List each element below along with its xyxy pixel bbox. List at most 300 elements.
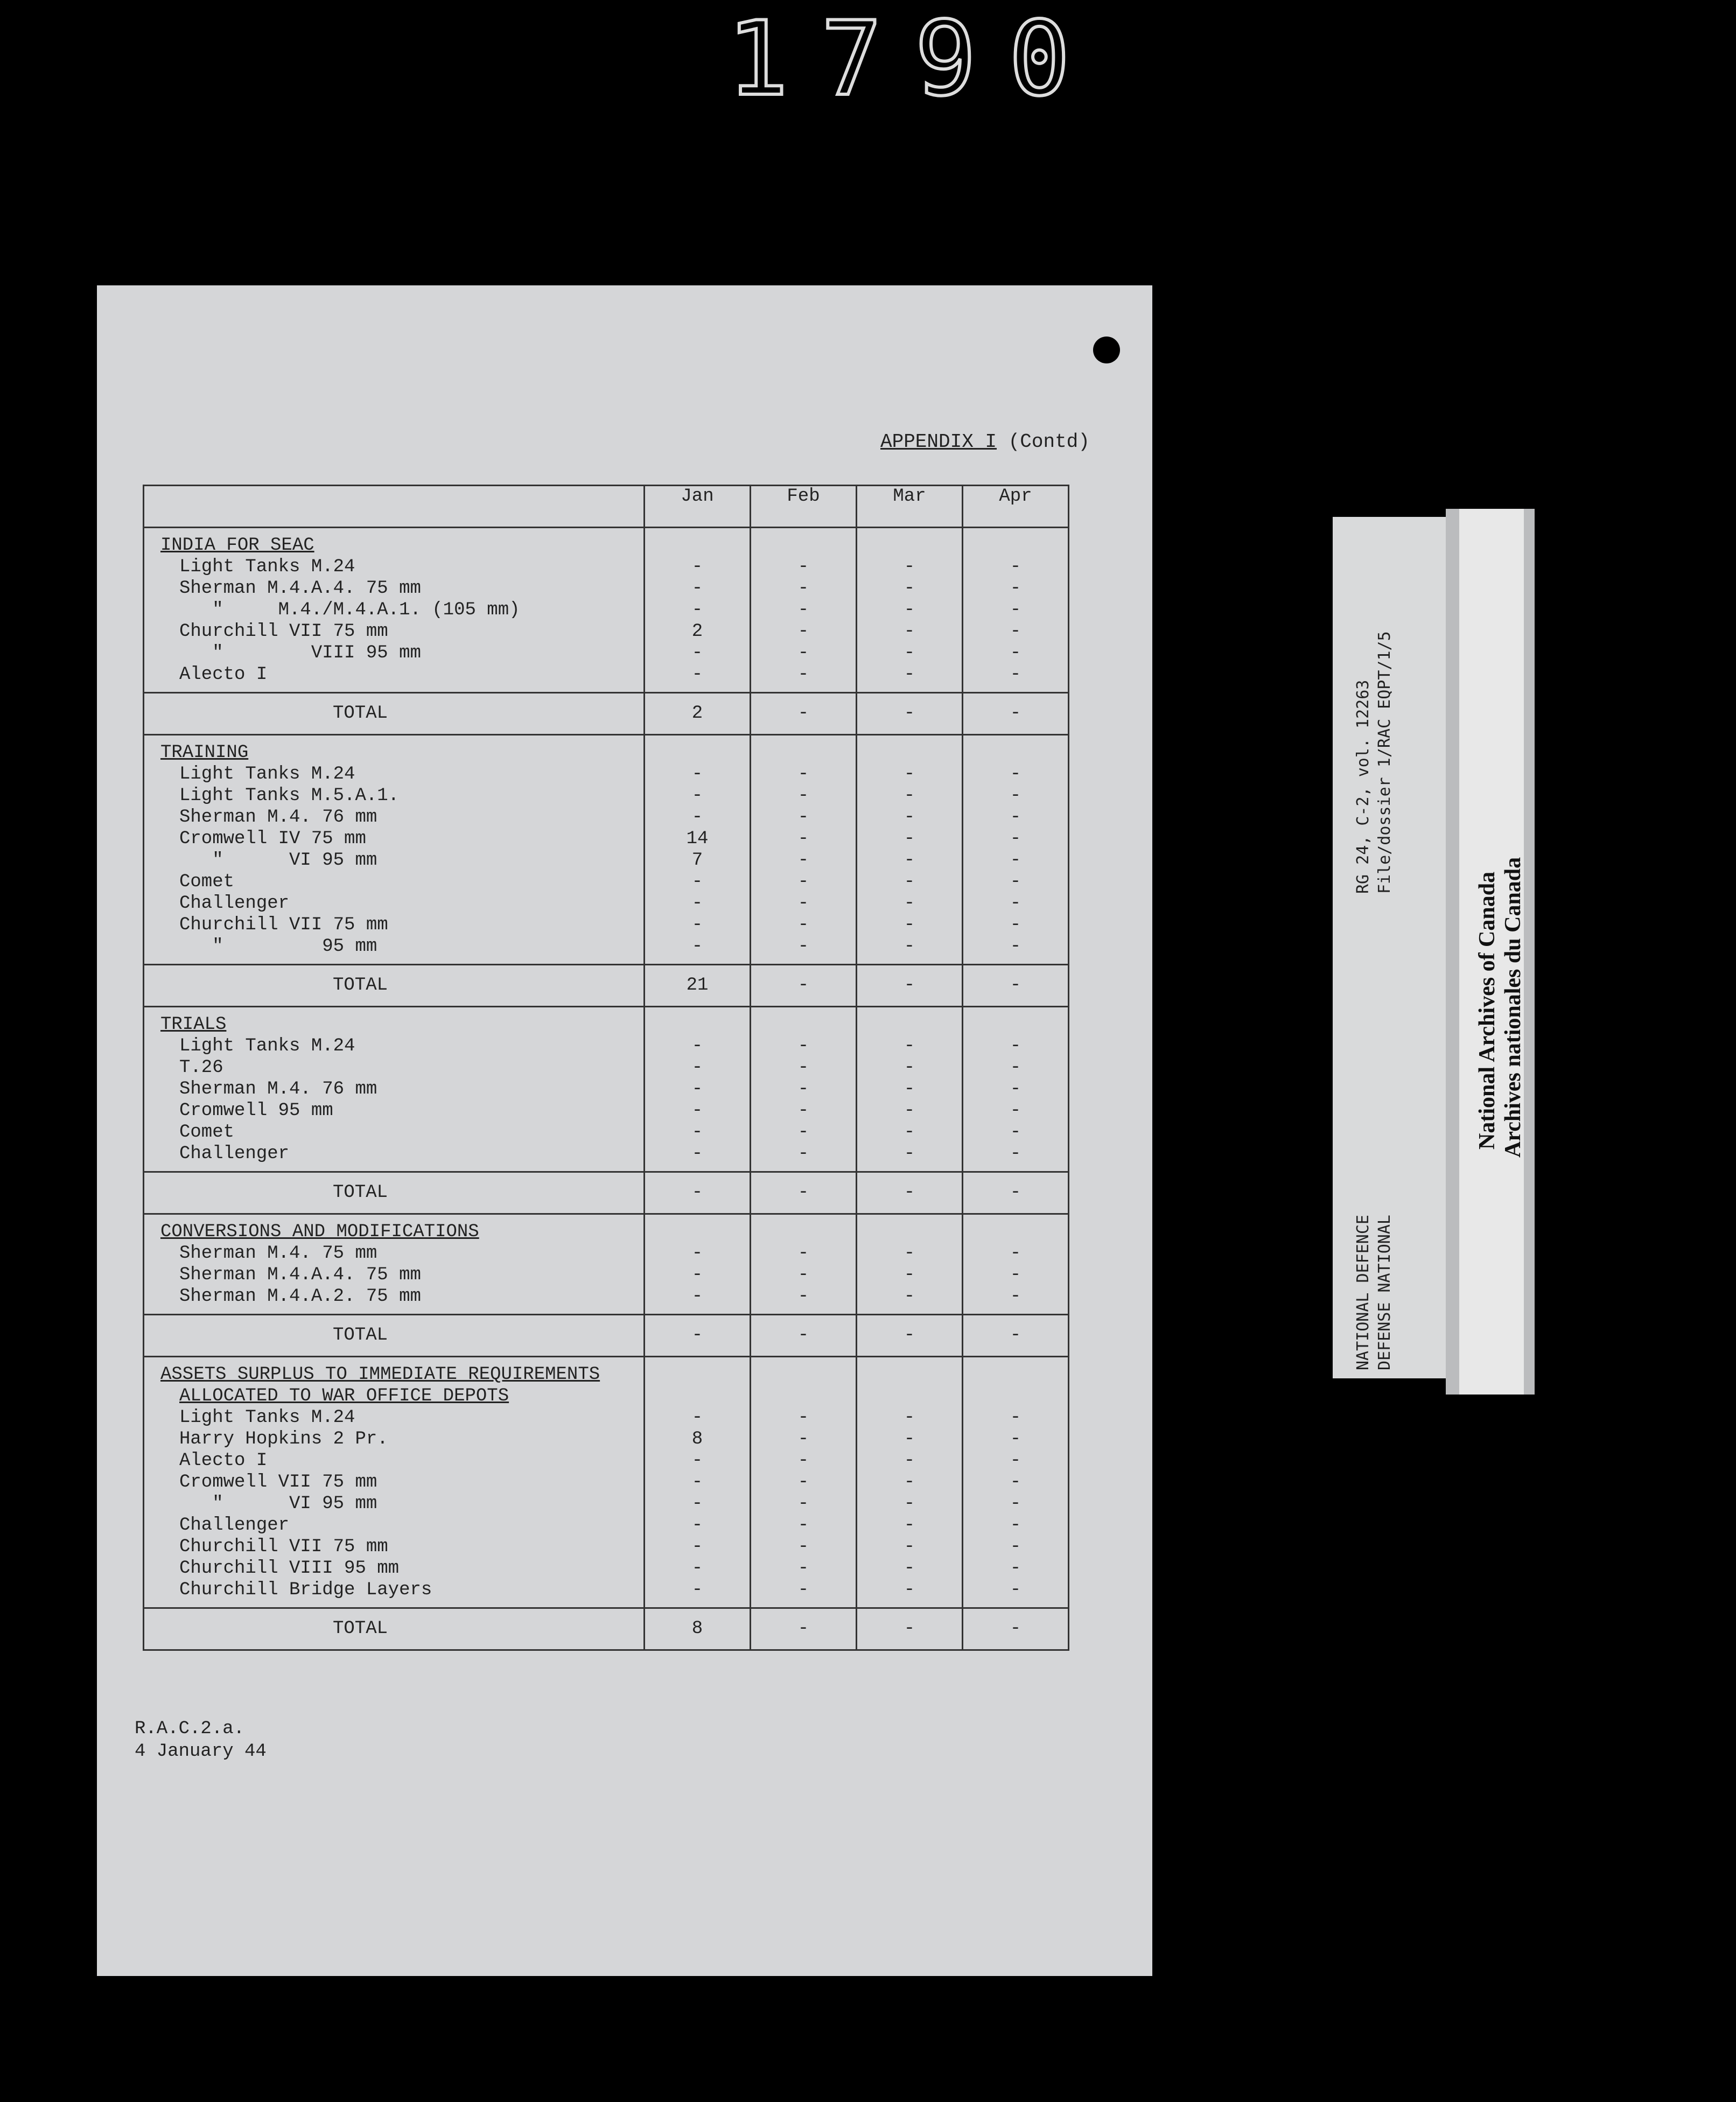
section-labels <box>144 1214 645 1315</box>
cell-value: - <box>797 829 809 849</box>
cell-value: - <box>904 850 915 871</box>
cell-value: - <box>1010 1057 1021 1078</box>
cell-value: - <box>797 1407 809 1428</box>
item-name: Churchill VII 75 mm <box>179 621 388 642</box>
cell-value: - <box>904 1537 915 1557</box>
spacer <box>751 1007 856 1014</box>
month-values-apr <box>963 1007 1069 1172</box>
month-values-feb <box>751 1357 857 1608</box>
total-value: - <box>857 693 963 735</box>
cell-value: - <box>797 1451 809 1471</box>
cell-value: 2 <box>691 621 703 642</box>
item-name: Alecto I <box>179 1451 268 1471</box>
archives-stamp-line1: National Archives of Canada <box>1475 871 1500 1150</box>
footer-ref: R.A.C.2.a. <box>135 1719 245 1739</box>
archive-ref-line1: RG 24, C-2, vol. 12263 <box>1354 679 1373 894</box>
cell-value: - <box>797 1057 809 1078</box>
item-name: Churchill VIII 95 mm <box>179 1558 400 1579</box>
cell-value: - <box>691 557 703 577</box>
spacer <box>645 735 750 742</box>
item-name: Sherman M.4.A.4. 75 mm <box>179 578 421 599</box>
header-blank <box>144 486 645 528</box>
item-name: Sherman M.4. 76 mm <box>179 1079 377 1099</box>
spacer <box>857 1007 962 1014</box>
section-heading: TRAINING <box>160 742 249 763</box>
spacer <box>751 535 856 556</box>
cell-value: - <box>904 1472 915 1493</box>
item-name: Sherman M.4.A.4. 75 mm <box>179 1265 421 1285</box>
spacer <box>963 1364 1068 1385</box>
section-subheading: ALLOCATED TO WAR OFFICE DEPOTS <box>179 1386 509 1406</box>
item-name: Sherman M.4.A.2. 75 mm <box>179 1286 421 1307</box>
cell-value: - <box>797 915 809 935</box>
archive-ref-line2: File/dossier 1/RAC EQPT/1/5 <box>1375 631 1394 894</box>
cell-value: - <box>1010 1515 1021 1536</box>
spacer <box>751 1221 856 1243</box>
spacer <box>963 1221 1068 1243</box>
month-values-feb <box>751 1007 857 1172</box>
col-header-apr: Apr <box>963 486 1069 528</box>
spacer <box>144 1601 643 1607</box>
allocation-table <box>143 485 1069 1651</box>
item-name: Comet <box>179 872 235 892</box>
spacer <box>857 1014 962 1035</box>
cell-value: - <box>1010 1407 1021 1428</box>
item-name: Light Tanks M.24 <box>179 1407 355 1428</box>
cell-value: - <box>691 578 703 599</box>
cell-value: - <box>797 600 809 620</box>
spacer <box>645 1357 750 1364</box>
month-values-jan <box>645 735 751 965</box>
total-value: - <box>751 693 857 735</box>
cell-value: - <box>797 1580 809 1600</box>
spacer <box>963 535 1068 556</box>
appendix-label: APPENDIX I <box>880 431 997 453</box>
archive-ref-line3: NATIONAL DEFENCE <box>1354 1215 1373 1370</box>
archives-stamp <box>1446 509 1535 1395</box>
spacer <box>144 1215 643 1221</box>
total-value: 2 <box>645 693 751 735</box>
item-name: " VIII 95 mm <box>179 643 421 663</box>
spacer <box>144 1165 643 1171</box>
spacer <box>645 1215 750 1221</box>
item-name: Cromwell 95 mm <box>179 1101 333 1121</box>
total-value: - <box>751 1608 857 1650</box>
spacer <box>144 528 643 535</box>
total-value: - <box>963 693 1069 735</box>
item-name: Light Tanks M.24 <box>179 557 355 577</box>
spacer <box>963 1014 1068 1035</box>
total-value: - <box>857 1315 963 1357</box>
item-name: Comet <box>179 1122 235 1143</box>
footer-date: 4 January 44 <box>135 1741 267 1762</box>
spacer <box>857 1385 962 1407</box>
cell-value: - <box>691 643 703 663</box>
spacer <box>144 685 643 692</box>
cell-value: - <box>691 1144 703 1164</box>
cell-value: - <box>1010 1265 1021 1285</box>
month-values-mar <box>857 1357 963 1608</box>
appendix-title <box>880 431 1090 453</box>
archives-stamp-line2: Archives nationales du Canada <box>1501 857 1525 1158</box>
cell-value: - <box>904 764 915 784</box>
cell-value: 8 <box>691 1429 703 1449</box>
cell-value: - <box>691 1101 703 1121</box>
spacer <box>751 1014 856 1035</box>
cell-value: - <box>691 1472 703 1493</box>
item-name: " M.4./M.4.A.1. (105 mm) <box>179 600 520 620</box>
table-header-row <box>144 486 1069 528</box>
frame-number: 1790 <box>727 0 1103 118</box>
cell-value: - <box>1010 893 1021 914</box>
cell-value: - <box>904 578 915 599</box>
total-value: - <box>857 1172 963 1214</box>
cell-value: - <box>904 936 915 957</box>
month-values-jan <box>645 1357 751 1608</box>
cell-value: - <box>691 1122 703 1143</box>
cell-value: - <box>904 893 915 914</box>
cell-value: - <box>904 1451 915 1471</box>
cell-value: - <box>904 786 915 806</box>
section-heading: TRIALS <box>160 1014 227 1035</box>
cell-value: - <box>904 915 915 935</box>
cell-value: - <box>691 1407 703 1428</box>
item-name: Light Tanks M.24 <box>179 1036 355 1056</box>
cell-value: - <box>1010 1122 1021 1143</box>
cell-value: - <box>797 1122 809 1143</box>
item-name: Harry Hopkins 2 Pr. <box>179 1429 388 1449</box>
item-name: Challenger <box>179 1515 290 1536</box>
cell-value: - <box>904 1494 915 1514</box>
spacer <box>963 1385 1068 1407</box>
section-labels <box>144 735 645 965</box>
cell-value: - <box>1010 1286 1021 1307</box>
item-name: Cromwell IV 75 mm <box>179 829 366 849</box>
total-label: TOTAL <box>144 1172 645 1214</box>
cell-value: - <box>1010 1429 1021 1449</box>
cell-value: - <box>691 1057 703 1078</box>
cell-value: - <box>797 893 809 914</box>
spacer <box>857 1221 962 1243</box>
section-labels <box>144 1357 645 1608</box>
cell-value: - <box>797 764 809 784</box>
cell-value: - <box>1010 872 1021 892</box>
cell-value: - <box>797 936 809 957</box>
appendix-suffix: (Contd) <box>1008 431 1090 453</box>
spacer <box>751 528 856 535</box>
cell-value: - <box>1010 1451 1021 1471</box>
spacer <box>751 735 856 742</box>
item-name: Churchill VII 75 mm <box>179 915 388 935</box>
cell-value: - <box>1010 1494 1021 1514</box>
total-row <box>144 1315 1069 1357</box>
month-values-feb <box>751 735 857 965</box>
total-row <box>144 965 1069 1007</box>
item-name: Sherman M.4. 76 mm <box>179 807 377 828</box>
spacer <box>857 1357 962 1364</box>
cell-value: - <box>691 1515 703 1536</box>
cell-value: - <box>1010 578 1021 599</box>
month-values-jan <box>645 1007 751 1172</box>
cell-value: - <box>904 557 915 577</box>
cell-value: - <box>1010 1472 1021 1493</box>
spacer <box>857 1215 962 1221</box>
spacer <box>751 1385 856 1407</box>
spacer <box>751 742 856 763</box>
item-name: " 95 mm <box>179 936 377 957</box>
cell-value: - <box>904 1122 915 1143</box>
spacer <box>645 1364 750 1385</box>
cell-value: - <box>1010 936 1021 957</box>
total-value: - <box>645 1315 751 1357</box>
item-name: Light Tanks M.24 <box>179 764 355 784</box>
item-name: " VI 95 mm <box>179 1494 377 1514</box>
cell-value: - <box>797 1558 809 1579</box>
cell-value: - <box>904 1429 915 1449</box>
cell-value: - <box>904 643 915 663</box>
month-values-feb <box>751 1214 857 1315</box>
cell-value: - <box>691 1494 703 1514</box>
total-value: - <box>857 965 963 1007</box>
cell-value: 14 <box>686 829 709 849</box>
cell-value: - <box>691 936 703 957</box>
spacer <box>645 1221 750 1243</box>
cell-value: - <box>904 1265 915 1285</box>
col-header-mar: Mar <box>857 486 963 528</box>
cell-value: - <box>691 764 703 784</box>
item-name: " VI 95 mm <box>179 850 377 871</box>
footer <box>135 1718 267 1763</box>
section-labels <box>144 1007 645 1172</box>
punch-hole <box>1093 337 1120 363</box>
month-values-mar <box>857 735 963 965</box>
item-name: Alecto I <box>179 664 268 685</box>
cell-value: - <box>797 578 809 599</box>
month-values-apr <box>963 528 1069 693</box>
cell-value: - <box>1010 621 1021 642</box>
cell-value: - <box>797 1036 809 1056</box>
cell-value: - <box>797 557 809 577</box>
cell-value: - <box>1010 915 1021 935</box>
cell-value: - <box>904 621 915 642</box>
cell-value: - <box>691 807 703 828</box>
cell-value: - <box>691 1265 703 1285</box>
cell-value: - <box>797 1101 809 1121</box>
item-name: Churchill VII 75 mm <box>179 1537 388 1557</box>
spacer <box>857 735 962 742</box>
month-values-apr <box>963 1357 1069 1608</box>
cell-value: - <box>797 1144 809 1164</box>
cell-value: - <box>904 1515 915 1536</box>
cell-value: - <box>1010 643 1021 663</box>
cell-value: - <box>1010 1144 1021 1164</box>
cell-value: - <box>691 1580 703 1600</box>
cell-value: - <box>1010 786 1021 806</box>
cell-value: - <box>1010 1243 1021 1264</box>
cell-value: - <box>691 664 703 685</box>
cell-value: - <box>904 1101 915 1121</box>
cell-value: - <box>904 1558 915 1579</box>
cell-value: - <box>797 1472 809 1493</box>
cell-value: - <box>1010 829 1021 849</box>
cell-value: - <box>904 600 915 620</box>
spacer <box>963 528 1068 535</box>
total-value: - <box>963 1608 1069 1650</box>
cell-value: - <box>691 1286 703 1307</box>
total-value: 8 <box>645 1608 751 1650</box>
spacer <box>144 735 643 742</box>
month-values-apr <box>963 1214 1069 1315</box>
total-value: 21 <box>645 965 751 1007</box>
total-label: TOTAL <box>144 965 645 1007</box>
cell-value: - <box>904 807 915 828</box>
cell-value: - <box>904 872 915 892</box>
cell-value: - <box>797 1079 809 1099</box>
cell-value: - <box>797 643 809 663</box>
cell-value: - <box>904 664 915 685</box>
total-value: - <box>963 1172 1069 1214</box>
spacer <box>645 1007 750 1014</box>
cell-value: - <box>904 1243 915 1264</box>
total-row <box>144 1172 1069 1214</box>
spacer <box>645 1385 750 1407</box>
month-values-apr <box>963 735 1069 965</box>
total-row <box>144 1608 1069 1650</box>
cell-value: - <box>691 600 703 620</box>
item-name: T.26 <box>179 1057 223 1078</box>
total-label: TOTAL <box>144 1315 645 1357</box>
cell-value: - <box>797 1429 809 1449</box>
month-values-mar <box>857 528 963 693</box>
section-heading: INDIA FOR SEAC <box>160 535 314 556</box>
cell-value: - <box>1010 664 1021 685</box>
total-value: - <box>751 1315 857 1357</box>
spacer <box>963 1357 1068 1364</box>
archive-ref-line4: DEFENSE NATIONAL <box>1375 1215 1394 1370</box>
spacer <box>857 742 962 763</box>
cell-value: - <box>691 1558 703 1579</box>
cell-value: - <box>1010 1537 1021 1557</box>
cell-value: - <box>691 786 703 806</box>
cell-value: - <box>1010 1079 1021 1099</box>
total-label: TOTAL <box>144 1608 645 1650</box>
total-value: - <box>645 1172 751 1214</box>
cell-value: - <box>1010 807 1021 828</box>
spacer <box>751 1357 856 1364</box>
month-values-mar <box>857 1007 963 1172</box>
cell-value: - <box>1010 1558 1021 1579</box>
cell-value: - <box>797 807 809 828</box>
archive-reference-label <box>1333 517 1446 1378</box>
item-name: Sherman M.4. 75 mm <box>179 1243 377 1264</box>
item-name: Challenger <box>179 893 290 914</box>
spacer <box>857 1364 962 1385</box>
spacer <box>751 1364 856 1385</box>
cell-value: - <box>1010 1101 1021 1121</box>
month-values-feb <box>751 528 857 693</box>
cell-value: - <box>797 1265 809 1285</box>
cell-value: - <box>797 1286 809 1307</box>
total-value: - <box>857 1608 963 1650</box>
item-name: Churchill Bridge Layers <box>179 1580 432 1600</box>
cell-value: - <box>904 1036 915 1056</box>
archives-stamp-inner <box>1459 509 1524 1395</box>
section-row <box>144 735 1069 965</box>
cell-value: 7 <box>691 850 703 871</box>
cell-value: - <box>1010 764 1021 784</box>
spacer <box>144 1357 643 1364</box>
col-header-jan: Jan <box>645 486 751 528</box>
spacer <box>963 1215 1068 1221</box>
spacer <box>645 535 750 556</box>
spacer <box>963 1007 1068 1014</box>
spacer <box>144 1007 643 1014</box>
cell-value: - <box>691 1243 703 1264</box>
spacer <box>963 742 1068 763</box>
item-name: Challenger <box>179 1144 290 1164</box>
cell-value: - <box>797 664 809 685</box>
spacer <box>144 1307 643 1314</box>
cell-value: - <box>691 1537 703 1557</box>
month-values-jan <box>645 528 751 693</box>
spacer <box>963 735 1068 742</box>
month-values-jan <box>645 1214 751 1315</box>
spacer <box>144 957 643 964</box>
cell-value: - <box>1010 557 1021 577</box>
cell-value: - <box>691 1451 703 1471</box>
cell-value: - <box>797 1494 809 1514</box>
cell-value: - <box>691 1079 703 1099</box>
cell-value: - <box>1010 850 1021 871</box>
cell-value: - <box>797 850 809 871</box>
cell-value: - <box>797 872 809 892</box>
spacer <box>645 742 750 763</box>
cell-value: - <box>797 621 809 642</box>
section-labels <box>144 528 645 693</box>
spacer <box>857 528 962 535</box>
section-heading: ASSETS SURPLUS TO IMMEDIATE REQUIREMENTS <box>160 1364 600 1385</box>
total-value: - <box>963 965 1069 1007</box>
cell-value: - <box>797 1537 809 1557</box>
month-values-mar <box>857 1214 963 1315</box>
cell-value: - <box>904 1057 915 1078</box>
cell-value: - <box>691 915 703 935</box>
spacer <box>857 535 962 556</box>
section-row <box>144 1357 1069 1608</box>
cell-value: - <box>904 829 915 849</box>
section-row <box>144 1007 1069 1172</box>
cell-value: - <box>1010 600 1021 620</box>
section-row <box>144 528 1069 693</box>
cell-value: - <box>1010 1036 1021 1056</box>
total-value: - <box>751 965 857 1007</box>
section-heading: CONVERSIONS AND MODIFICATIONS <box>160 1222 479 1242</box>
spacer <box>645 1014 750 1035</box>
cell-value: - <box>797 1243 809 1264</box>
cell-value: - <box>691 1036 703 1056</box>
total-value: - <box>963 1315 1069 1357</box>
total-label: TOTAL <box>144 693 645 735</box>
total-value: - <box>751 1172 857 1214</box>
cell-value: - <box>904 1079 915 1099</box>
cell-value: - <box>904 1144 915 1164</box>
cell-value: - <box>904 1580 915 1600</box>
cell-value: - <box>797 786 809 806</box>
cell-value: - <box>904 1407 915 1428</box>
cell-value: - <box>691 872 703 892</box>
cell-value: - <box>797 1515 809 1536</box>
col-header-feb: Feb <box>751 486 857 528</box>
